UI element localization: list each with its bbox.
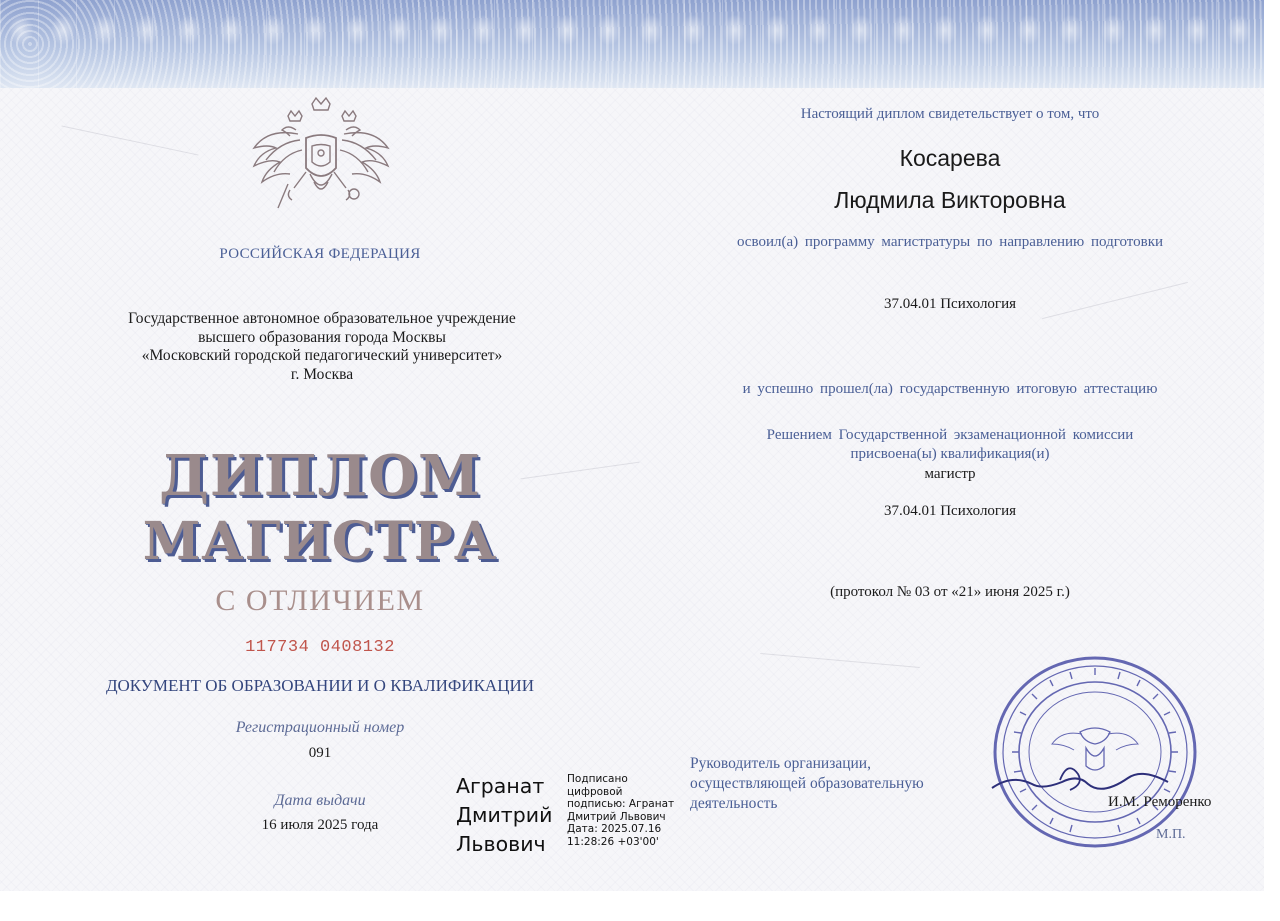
issue-date: 16 июля 2025 года — [261, 817, 379, 833]
security-pattern-band — [0, 0, 1264, 88]
digital-signature-details: Подписано цифровой подписью: Агранат Дмитрий Львович Дата: 2025.07.16 11:28:26 +03'00' — [567, 773, 675, 848]
institution-name: Государственное автономное образовательное учреждение высшего образования города Москвы «Московский городской педагогический университет» г. Москва — [128, 310, 516, 383]
stamp-place-label: М.П. — [1156, 827, 1186, 842]
study-program: 37.04.01 Психология — [883, 296, 1017, 312]
diploma-title-line1: ДИПЛОМ — [159, 443, 481, 509]
registration-label: Регистрационный номер — [235, 719, 405, 736]
qualification-awarded-label: присвоена(ы) квалификация(и) — [850, 446, 1050, 462]
certification-intro: Настоящий диплом свидетельствует о том, что — [800, 106, 1100, 122]
head-of-organization-name: И.М. Реморенко — [1108, 794, 1212, 810]
digital-signature-signer: Агранат Дмитрий Львович — [456, 774, 553, 856]
document-type: ДОКУМЕНТ ОБ ОБРАЗОВАНИИ И О КВАЛИФИКАЦИИ — [105, 676, 535, 695]
graduate-given-names: Людмила Викторовна — [834, 187, 1066, 213]
graduate-surname: Косарева — [899, 145, 1001, 171]
attestation-passed: и успешно прошел(ла) государственную итоговую аттестацию — [742, 381, 1158, 397]
honors-label: С ОТЛИЧИЕМ — [215, 584, 425, 617]
protocol-reference: (протокол № 03 от «21» июня 2025 г.) — [830, 584, 1070, 600]
qualification-program: 37.04.01 Психология — [883, 503, 1017, 519]
head-of-organization-label: Руководитель организации, осуществляющей образовательную деятельность — [690, 755, 924, 812]
country-name: РОССИЙСКАЯ ФЕДЕРАЦИЯ — [219, 246, 421, 262]
diploma-title-line2: МАГИСТРА — [142, 511, 498, 572]
registration-number: 091 — [308, 745, 332, 761]
official-seal-stamp — [990, 652, 1200, 852]
qualification: магистр — [924, 466, 976, 482]
coat-of-arms-emblem — [250, 94, 392, 234]
serial-number: 117734 0408132 — [245, 638, 395, 657]
commission-decision: Решением Государственной экзаменационной комиссии — [766, 427, 1134, 443]
issue-date-label: Дата выдачи — [274, 792, 366, 809]
program-intro: освоил(а) программу магистратуры по направлению подготовки — [736, 234, 1164, 250]
